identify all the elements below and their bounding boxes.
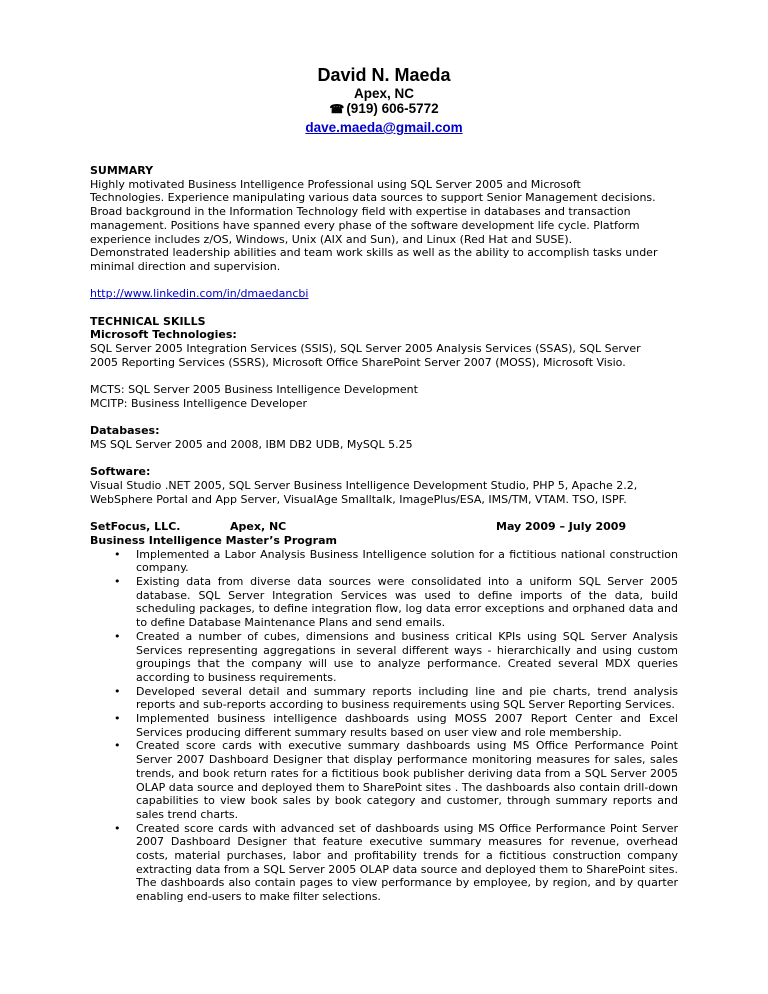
microsoft-technologies-line: SQL Server 2005 Integration Services (SSIS), SQL Server 2005 Analysis Services (SSAS), SQL Server xyxy=(90,342,641,356)
certification-line: MCTS: SQL Server 2005 Business Intelligence Development xyxy=(90,383,418,397)
candidate-phone: (919) 606-5772 xyxy=(346,101,439,116)
summary-text xyxy=(90,178,678,274)
software-line: WebSphere Portal and App Server, VisualAge Smalltalk, ImagePlus/ESA, IMS/TM, VTAM. TSO, ISPF. xyxy=(90,492,627,506)
candidate-location: Apex, NC xyxy=(353,86,414,101)
software-heading: Software: xyxy=(90,465,151,479)
microsoft-technologies-heading: Microsoft Technologies: xyxy=(90,328,237,342)
job-bullet: • Existing data from diverse data sources were consolidated into a uniform SQL Server 2005 database. SQL Server Integration Services was used to define imports of the data, build scheduling packages, to define integration flow, log data error exceptions and orphaned data and to define Database Maintenance Plans and send emails. xyxy=(90,575,678,630)
job-bullet: • Implemented a Labor Analysis Business Intelligence solution for a fictitious national construction company. xyxy=(90,548,678,575)
summary-line: Technologies. Experience manipulating various data sources to support Senior Management decisions. xyxy=(90,191,656,205)
job-title: Business Intelligence Master’s Program xyxy=(90,533,337,547)
job-bullet: • Implemented business intelligence dashboards using MOSS 2007 Report Center and Excel Services producing different summary results based on user view and role membership. xyxy=(90,712,678,739)
resume-header xyxy=(0,64,768,136)
job-bullet-list xyxy=(90,548,678,904)
telephone-icon: ☎ xyxy=(329,102,345,116)
candidate-name: David N. Maeda xyxy=(317,65,451,85)
summary-line: Highly motivated Business Intelligence Professional using SQL Server 2005 and Microsoft xyxy=(90,177,581,191)
candidate-phone-line xyxy=(0,101,768,117)
summary-line: management. Positions have spanned every phase of the software development life cycle. Platform xyxy=(90,218,640,232)
summary-line: Broad background in the Information Technology field with expertise in databases and transaction xyxy=(90,205,631,219)
job-header xyxy=(90,520,678,534)
summary-line: minimal direction and supervision. xyxy=(90,259,281,273)
microsoft-technologies-line: 2005 Reporting Services (SSRS), Microsoft Office SharePoint Server 2007 (MOSS), Microsoft Visio. xyxy=(90,355,626,369)
linkedin-link[interactable]: http://www.linkedin.com/in/dmaedancbi xyxy=(90,287,309,301)
summary-line: Demonstrated leadership abilities and team work skills as well as the ability to accomplish tasks under xyxy=(90,246,658,260)
software-line: Visual Studio .NET 2005, SQL Server Business Intelligence Development Studio, PHP 5, Apache 2.2, xyxy=(90,479,638,493)
job-location: Apex, NC xyxy=(230,520,287,534)
job-bullet: • Created score cards with advanced set of dashboards using MS Office Performance Point Server 2007 Dashboard Designer that feature executive summary measures for revenue, overhead costs, material purchases, labor and profitability trends for a fictitious construction company extracting data from a SQL Server 2005 OLAP data source and deployed them to SharePoint sites. The dashboards also contain pages to view performance by employee, by region, and by quarter enabling end-users to make filter selections. xyxy=(90,822,678,904)
databases-heading: Databases: xyxy=(90,424,160,438)
summary-line: experience includes z/OS, Windows, Unix (AIX and Sun), and Linux (Red Hat and SUSE). xyxy=(90,232,573,246)
job-bullet: • Created a number of cubes, dimensions and business critical KPIs using SQL Server Analysis Services representing aggregations in several different ways - hierarchically and using custom groupings that the company will use to analyze performance. Created several MDX queries according to business requirements. xyxy=(90,630,678,685)
summary-heading: SUMMARY xyxy=(90,164,154,177)
candidate-email-link[interactable]: dave.maeda@gmail.com xyxy=(305,120,463,135)
resume-body xyxy=(90,164,678,904)
job-dates: May 2009 – July 2009 xyxy=(496,520,627,534)
certification-line: MCITP: Business Intelligence Developer xyxy=(90,396,308,410)
databases-line: MS SQL Server 2005 and 2008, IBM DB2 UDB, MySQL 5.25 xyxy=(90,438,413,451)
job-bullet: • Developed several detail and summary reports including line and pie charts, trend analysis reports and sub-reports according to business requirements using SQL Server Reporting Services. xyxy=(90,685,678,712)
job-bullet: • Created score cards with executive summary dashboards using MS Office Performance Point Server 2007 Dashboard Designer that display performance monitoring measures for sales, sales trends, and book return rates for a fictitious book publisher deriving data from a SQL Server 2005 OLAP data source and deployed them to SharePoint sites . The dashboards also contain drill-down capabilities to view book sales by book category and customer, through summary reports and sales trend charts. xyxy=(90,739,678,821)
job-company: SetFocus, LLC. xyxy=(90,520,181,534)
technical-skills-heading: TECHNICAL SKILLS xyxy=(90,314,206,328)
